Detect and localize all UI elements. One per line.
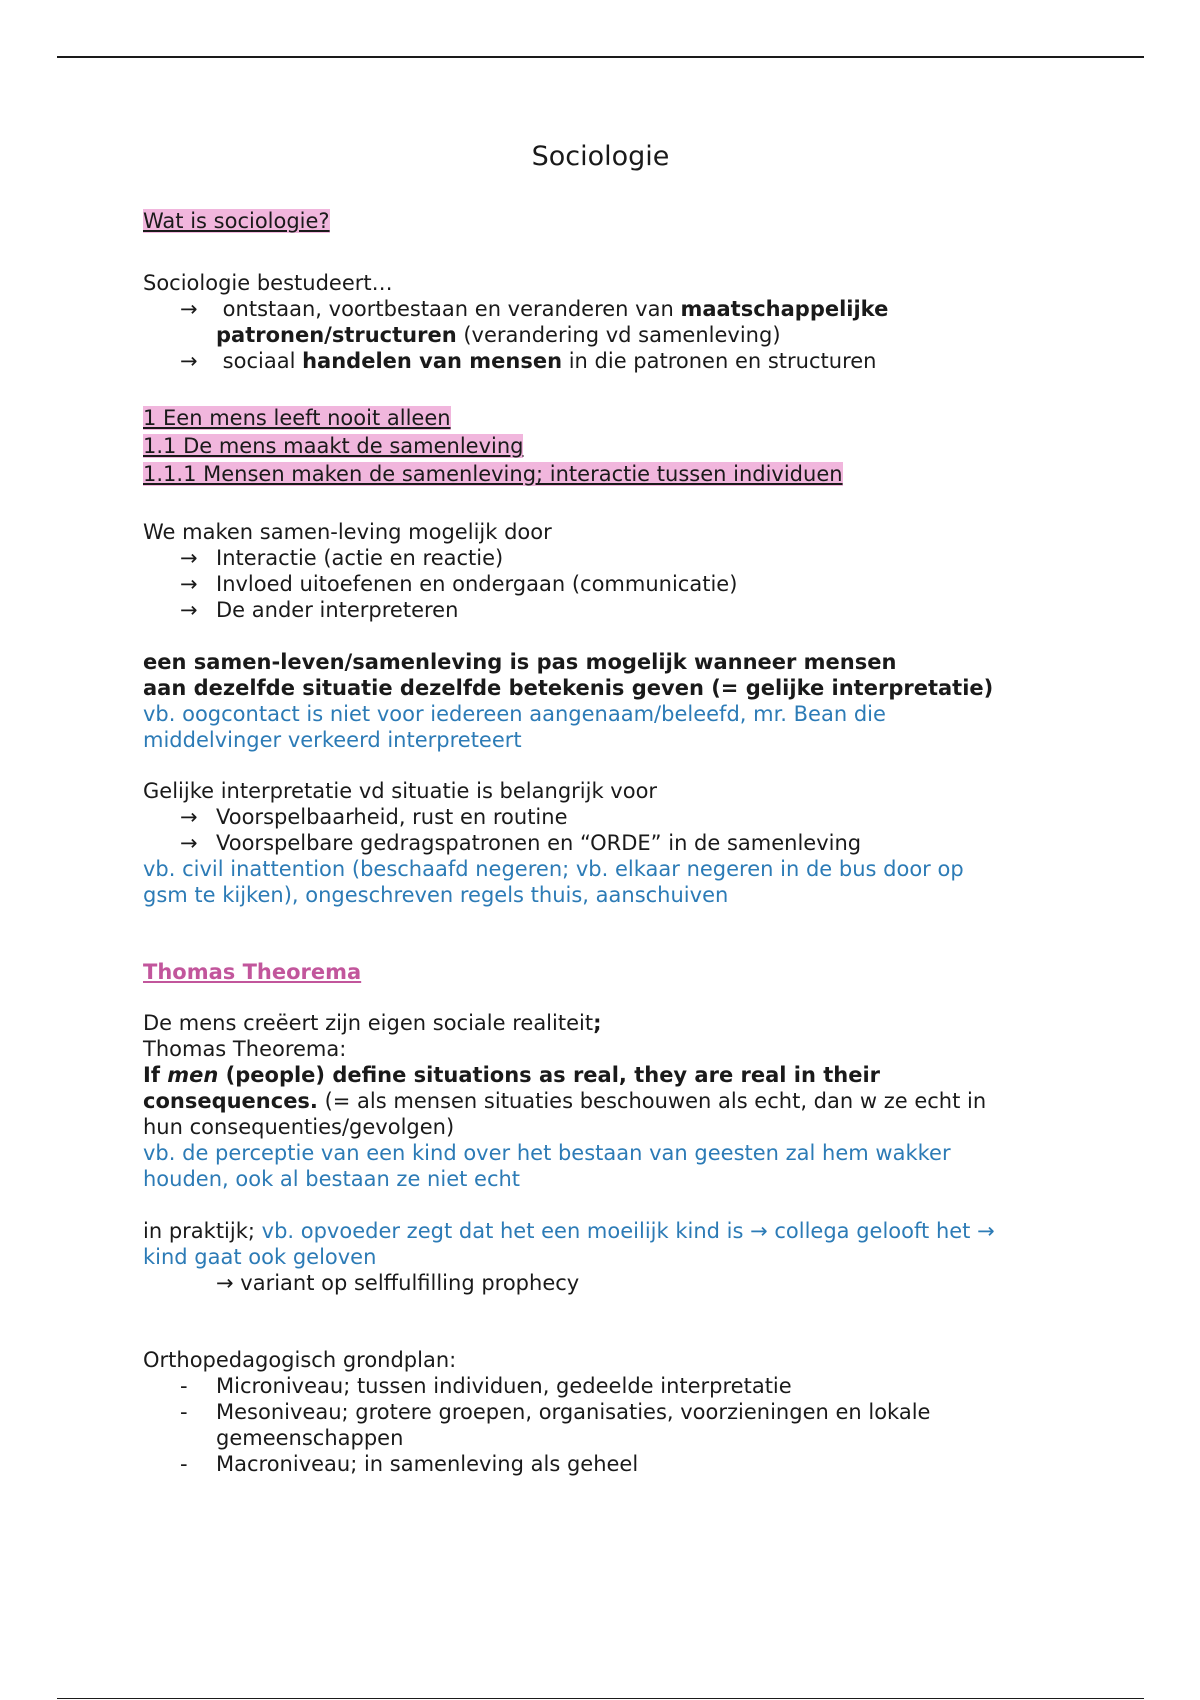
intro-lead: Sociologie bestudeert…: [143, 271, 393, 295]
header-rule: [57, 56, 1144, 58]
heading-1-1: 1.1 De mens maakt de samenleving: [143, 434, 524, 458]
list-item: → Invloed uitoefenen en ondergaan (communicatie): [180, 572, 738, 596]
thomas-line: Thomas Theorema:: [143, 1037, 347, 1061]
example-text: kind gaat ook geloven: [143, 1245, 377, 1269]
list-item: → sociaal handelen van mensen in die patronen en structuren: [180, 349, 877, 373]
thomas-section: [143, 1010, 1083, 1192]
list-item: → Voorspelbare gedragspatronen en “ORDE” in de samenleving: [180, 831, 862, 855]
list-item: → Interactie (actie en reactie): [180, 546, 504, 570]
list-item: - Mesoniveau; grotere groepen, organisaties, voorzieningen en lokale gemeenschappen: [180, 1400, 931, 1450]
list-item: - Macroniveau; in samenleving als geheel: [180, 1452, 639, 1476]
intro-section: [143, 270, 1083, 374]
ortho-lead: Orthopedagogisch grondplan:: [143, 1348, 457, 1372]
list-item: → Voorspelbaarheid, rust en routine: [180, 805, 568, 829]
example-text: vb. de perceptie van een kind over het bestaan van geesten zal hem wakker: [143, 1141, 951, 1165]
praktijk-line: in praktijk; vb. opvoeder zegt dat het een moeilijk kind is → collega gelooft het →: [143, 1219, 995, 1243]
arrow-icon: →: [180, 297, 198, 321]
arrow-icon: →: [180, 349, 198, 373]
samen-lead: We maken samen-leving mogelijk door: [143, 520, 552, 544]
ortho-section: [143, 1347, 1083, 1477]
chapter-headings: [143, 405, 1083, 487]
bold-statement: aan dezelfde situatie dezelfde betekenis geven (= gelijke interpretatie): [143, 676, 994, 700]
praktijk-section: [143, 1218, 1083, 1296]
page-title: Sociologie: [531, 141, 670, 172]
heading-thomas-theorema: Thomas Theorema: [143, 960, 362, 984]
thomas-quote: hun consequenties/gevolgen): [143, 1115, 455, 1139]
footer-rule: [57, 1698, 1144, 1699]
heading-1: 1 Een mens leeft nooit alleen: [143, 406, 451, 430]
arrow-icon: →: [180, 546, 198, 570]
arrow-icon: →: [180, 805, 198, 829]
heading-wat-is-sociologie: Wat is sociologie?: [143, 209, 330, 233]
gelijke-interpretatie-section: [143, 778, 1083, 908]
list-item: - Microniveau; tussen individuen, gedeelde interpretatie: [180, 1374, 792, 1398]
example-text: houden, ook al bestaan ze niet echt: [143, 1167, 521, 1191]
samenleving-section: [143, 519, 1083, 623]
example-text: gsm te kijken), ongeschreven regels thuis, aanschuiven: [143, 883, 729, 907]
variant-line: → variant op selffulfilling prophecy: [216, 1271, 580, 1295]
example-text: middelvinger verkeerd interpreteert: [143, 728, 522, 752]
arrow-icon: →: [180, 572, 198, 596]
bold-statement: een samen-leven/samenleving is pas mogelijk wanneer mensen: [143, 650, 897, 674]
example-text: vb. civil inattention (beschaafd negeren; vb. elkaar negeren in de bus door op: [143, 857, 964, 881]
statement-section: [143, 649, 1083, 753]
dash-icon: -: [180, 1400, 188, 1424]
dash-icon: -: [180, 1374, 188, 1398]
arrow-icon: →: [180, 598, 198, 622]
list-item: → ontstaan, voortbestaan en veranderen van maatschappelijke patronen/structuren (verandering vd samenleving): [180, 297, 889, 347]
gelijk-lead: Gelijke interpretatie vd situatie is belangrijk voor: [143, 779, 658, 803]
thomas-quote: consequences. (= als mensen situaties beschouwen als echt, dan w ze echt in: [143, 1089, 987, 1113]
thomas-quote: If men (people) define situations as real, they are real in their: [143, 1063, 881, 1087]
heading-1-1-1: 1.1.1 Mensen maken de samenleving; interactie tussen individuen: [143, 462, 843, 486]
dash-icon: -: [180, 1452, 188, 1476]
thomas-line: De mens creëert zijn eigen sociale realiteit;: [143, 1011, 602, 1035]
example-text: vb. oogcontact is niet voor iedereen aangenaam/beleefd, mr. Bean die: [143, 702, 886, 726]
list-item: → De ander interpreteren: [180, 598, 459, 622]
arrow-icon: →: [180, 831, 198, 855]
